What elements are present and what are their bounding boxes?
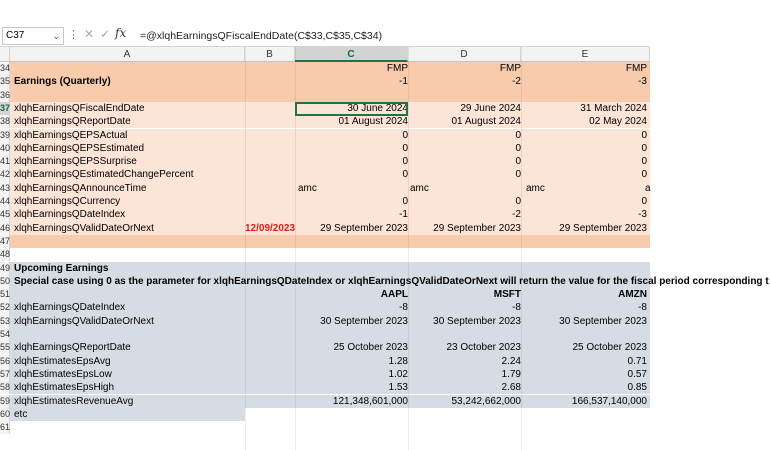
cell-d[interactable]: -2 (512, 76, 521, 88)
cell-b[interactable] (245, 102, 295, 115)
row-51 (0, 288, 650, 301)
cell-a[interactable]: xlqhEarningsQReportDate (14, 342, 131, 354)
cell-b[interactable] (245, 301, 295, 314)
gridline (521, 47, 522, 450)
cell-d[interactable]: FMP (499, 63, 521, 74)
row-header[interactable]: 57 (0, 368, 10, 381)
row-45 (0, 208, 650, 221)
row-header[interactable]: 41 (0, 155, 10, 168)
row-header[interactable]: 56 (0, 355, 10, 368)
cell-a[interactable]: xlqhEarningsQAnnounceTime (14, 182, 147, 194)
row-header[interactable]: 52 (0, 301, 10, 314)
row-header[interactable]: 39 (0, 129, 10, 142)
column-header-d[interactable]: D (408, 47, 521, 62)
cell-c[interactable]: 121,348,601,000 (332, 395, 408, 407)
cell-a[interactable]: xlqhEarningsQReportDate (14, 116, 131, 128)
row-35 (0, 75, 650, 88)
cell-b[interactable] (245, 341, 295, 354)
cell-e[interactable]: 30 September 2023 (559, 315, 647, 327)
cell-d[interactable] (409, 248, 521, 261)
cell-a[interactable]: xlqhEarningsQEPSEstimated (14, 142, 145, 154)
row-header[interactable]: 40 (0, 142, 10, 155)
cell-b[interactable]: 12/09/2023 (245, 222, 296, 234)
cell-d[interactable] (409, 235, 521, 248)
cell-e[interactable]: 25 October 2023 (572, 342, 647, 354)
row-59 (0, 395, 650, 408)
cell-c[interactable] (296, 235, 408, 248)
cell-e[interactable]: 0.57 (627, 368, 647, 380)
row-34 (0, 62, 650, 75)
cell-d[interactable]: 0 (515, 129, 521, 141)
cell-a[interactable]: Special case using 0 as the parameter for xlqhEarningsQDateIndex or xlqhEarningsQValidDateOrNext will return the value for the fiscal period corresponding t (14, 275, 769, 287)
row-header[interactable]: 38 (0, 115, 10, 128)
cell-d[interactable]: 30 September 2023 (433, 315, 521, 327)
cell-b[interactable] (245, 248, 295, 261)
row-header[interactable]: 51 (0, 288, 10, 301)
cell-e[interactable]: -8 (638, 302, 647, 314)
cell-c[interactable]: 0 (402, 196, 408, 207)
cell-b[interactable] (245, 315, 295, 328)
name-box-value: C37 (6, 30, 25, 41)
cell-b[interactable] (245, 235, 295, 248)
cell-b[interactable] (245, 129, 295, 142)
cell-b[interactable] (245, 155, 295, 168)
cell-e[interactable] (522, 328, 647, 341)
cell-a[interactable]: xlqhEarningsQCurrency (14, 196, 121, 207)
cell-e[interactable]: 0 (641, 142, 647, 154)
row-36 (0, 89, 650, 102)
cell-d[interactable] (409, 262, 521, 275)
cell-d[interactable] (409, 328, 521, 341)
cell-d[interactable]: 23 October 2023 (446, 342, 521, 354)
cell-b[interactable] (245, 288, 295, 301)
row-header[interactable]: 42 (0, 168, 10, 181)
cell-e[interactable]: 0 (641, 196, 647, 207)
cell-e[interactable]: 0 (641, 156, 647, 168)
cell-a[interactable]: xlqhEarningsQEPSSurprise (14, 156, 137, 168)
cell-d[interactable]: amc (526, 182, 545, 194)
cell-a[interactable]: xlqhEstimatesEpsAvg (14, 355, 111, 367)
column-header-c[interactable]: C (295, 47, 408, 62)
cell-c[interactable]: amc (410, 182, 429, 194)
row-50 (0, 275, 769, 288)
cell-c[interactable]: 0 (402, 156, 408, 168)
row-48 (0, 248, 650, 261)
row-55 (0, 341, 650, 354)
cell-b[interactable] (245, 89, 295, 102)
cell-a[interactable]: xlqhEarningsQDateIndex (14, 302, 126, 314)
cell-b[interactable] (245, 262, 295, 275)
row-header[interactable]: 35 (0, 75, 10, 88)
cell-c[interactable]: 25 October 2023 (333, 342, 408, 354)
cell-e[interactable]: 29 September 2023 (559, 222, 647, 234)
cell-b[interactable] (245, 381, 295, 394)
row-header[interactable]: 58 (0, 381, 10, 394)
cell-d[interactable]: 1.79 (501, 368, 521, 380)
row-header[interactable]: 55 (0, 341, 10, 354)
row-60 (0, 408, 650, 421)
row-40 (0, 142, 650, 155)
row-42 (0, 168, 650, 181)
row-header[interactable]: 54 (0, 328, 10, 341)
cell-b[interactable] (245, 368, 295, 381)
cell-c[interactable]: 01 August 2024 (338, 116, 408, 128)
row-header[interactable]: 44 (0, 195, 10, 208)
row-fill (10, 408, 245, 421)
cell-c[interactable]: 0 (402, 129, 408, 141)
cell-e[interactable]: -3 (638, 209, 647, 221)
row-39 (0, 129, 650, 142)
cell-e[interactable]: 0 (641, 169, 647, 181)
cell-d[interactable]: 0 (515, 142, 521, 154)
cell-e[interactable]: 0.85 (627, 382, 647, 394)
row-header[interactable]: 53 (0, 315, 10, 328)
cell-a[interactable]: xlqhEarningsQValidDateOrNext (14, 222, 154, 234)
cell-a[interactable]: xlqhEstimatesEpsLow (14, 368, 112, 380)
row-header[interactable]: 45 (0, 208, 10, 221)
cell-d[interactable]: 2.68 (501, 382, 521, 394)
cell-d[interactable]: 29 June 2024 (460, 102, 521, 114)
row-header[interactable]: 50 (0, 275, 10, 288)
cell-c[interactable] (296, 328, 408, 341)
cell-e[interactable] (522, 408, 647, 421)
active-cell-indicator (295, 102, 408, 116)
row-header[interactable]: 46 (0, 222, 10, 235)
cell-e[interactable] (522, 262, 647, 275)
select-all-corner[interactable] (0, 47, 10, 62)
row-47 (0, 235, 650, 248)
cancel-icon[interactable]: ✕ (84, 27, 95, 41)
cell-c[interactable]: -8 (399, 302, 408, 314)
cell-e[interactable]: -3 (638, 76, 647, 88)
cell-a[interactable]: xlqhEarningsQEstimatedChangePercent (14, 169, 194, 181)
column-header-a[interactable]: A (10, 47, 245, 62)
row-44 (0, 195, 650, 208)
cell-d[interactable]: 29 September 2023 (433, 222, 521, 234)
more-options-icon[interactable]: ⋮ (68, 29, 79, 41)
cell-e[interactable]: 31 March 2024 (580, 102, 647, 114)
row-header[interactable]: 49 (0, 262, 10, 275)
cell-c[interactable]: 1.28 (388, 355, 408, 367)
cell-b[interactable] (245, 355, 295, 368)
cell-c[interactable]: -1 (399, 209, 408, 221)
cell-d[interactable]: 0 (515, 169, 521, 181)
cell-d[interactable]: MSFT (493, 289, 521, 301)
cell-e[interactable] (522, 275, 647, 288)
cell-d[interactable]: 53,242,662,000 (451, 395, 521, 407)
cell-d[interactable] (409, 408, 521, 421)
cell-e[interactable]: 166,537,140,000 (571, 395, 647, 407)
row-46 (0, 222, 650, 235)
cell-b[interactable] (245, 328, 295, 341)
cell-c[interactable] (296, 262, 408, 275)
cell-c[interactable]: -1 (399, 76, 408, 88)
cell-c[interactable]: 0 (402, 169, 408, 181)
cell-a[interactable]: xlqhEstimatesRevenueAvg (14, 395, 134, 407)
gridline (245, 47, 246, 450)
cell-b[interactable] (245, 168, 295, 181)
cell-a[interactable]: xlqhEarningsQEPSActual (14, 129, 128, 141)
row-54 (0, 328, 650, 341)
cell-b[interactable] (245, 208, 295, 221)
cell-b[interactable] (245, 275, 295, 288)
column-header-e[interactable]: E (521, 47, 650, 62)
cell-e[interactable] (522, 235, 647, 248)
cell-d[interactable]: -8 (512, 302, 521, 314)
cell-c[interactable]: 30 September 2023 (320, 315, 408, 327)
cell-c[interactable]: 0 (402, 142, 408, 154)
row-56 (0, 355, 650, 368)
row-header[interactable]: 37 (0, 102, 10, 115)
cell-b[interactable]: amc (298, 182, 317, 194)
insert-function-icon[interactable]: fx (115, 26, 127, 40)
cell-d[interactable] (409, 421, 521, 434)
cell-c[interactable] (296, 89, 408, 102)
cell-c[interactable] (296, 408, 408, 421)
cell-d[interactable]: 0 (515, 196, 521, 207)
cell-e[interactable] (522, 421, 647, 434)
cell-a[interactable]: etc (14, 408, 28, 420)
row-header[interactable]: 59 (0, 395, 10, 408)
cell-b[interactable] (245, 408, 295, 421)
row-61 (0, 421, 650, 434)
cell-c[interactable] (296, 275, 408, 288)
cell-e[interactable]: AMZN (618, 289, 647, 301)
cell-e[interactable]: 02 May 2024 (589, 116, 647, 128)
cell-e[interactable]: 0.71 (627, 355, 647, 367)
cell-b[interactable] (245, 421, 295, 434)
cell-a[interactable]: Earnings (Quarterly) (14, 76, 111, 88)
cell-c[interactable]: 1.53 (388, 382, 408, 394)
row-53 (0, 315, 650, 328)
cell-a[interactable]: xlqhEarningsQFiscalEndDate (14, 102, 145, 114)
cell-e[interactable] (522, 89, 647, 102)
cell-d[interactable] (409, 89, 521, 102)
cell-e[interactable]: 0 (641, 129, 647, 141)
cell-d[interactable] (409, 275, 521, 288)
cell-c[interactable] (296, 421, 408, 434)
formula-bar (0, 0, 650, 46)
cell-a[interactable]: Upcoming Earnings (14, 262, 109, 274)
cell-d[interactable]: 0 (515, 156, 521, 168)
cell-b[interactable] (245, 62, 295, 75)
spreadsheet-grid[interactable] (0, 47, 769, 450)
cell-d[interactable]: 2.24 (501, 355, 521, 367)
cell-c[interactable]: FMP (386, 63, 408, 74)
cell-c[interactable]: AAPL (380, 289, 408, 301)
row-header[interactable]: 47 (0, 235, 10, 248)
row-header[interactable]: 36 (0, 89, 10, 102)
gridline (408, 47, 409, 450)
column-header-b[interactable]: B (245, 47, 295, 62)
row-header[interactable]: 43 (0, 182, 10, 195)
row-header[interactable]: 61 (0, 421, 10, 434)
cell-b[interactable] (245, 115, 295, 128)
cell-a[interactable]: xlqhEarningsQDateIndex (14, 209, 126, 221)
cell-e[interactable] (522, 248, 647, 261)
cell-c[interactable] (296, 248, 408, 261)
row-52 (0, 301, 650, 314)
row-49 (0, 262, 650, 275)
formula-input[interactable]: =@xlqhEarningsQFiscalEndDate(C$33,C$35,C$34) (140, 30, 383, 42)
cell-a[interactable]: xlqhEarningsQValidDateOrNext (14, 315, 154, 327)
row-58 (0, 381, 650, 394)
cell-a[interactable]: xlqhEstimatesEpsHigh (14, 382, 115, 394)
cell-d[interactable]: 01 August 2024 (451, 116, 521, 128)
row-57 (0, 368, 650, 381)
cell-c[interactable]: 30 June 2024 (347, 102, 408, 114)
chevron-down-icon[interactable]: ⌄ (52, 31, 60, 41)
cell-c[interactable]: 29 September 2023 (320, 222, 408, 234)
row-43 (0, 182, 650, 195)
cell-b[interactable] (245, 75, 295, 88)
cell-e[interactable]: FMP (625, 63, 647, 74)
name-box[interactable] (2, 27, 64, 45)
row-header[interactable]: 60 (0, 408, 10, 421)
row-38 (0, 115, 650, 128)
row-header[interactable]: 34 (0, 62, 10, 75)
cell-b[interactable] (245, 195, 295, 208)
cell-c[interactable]: 1.02 (388, 368, 408, 380)
row-header[interactable]: 48 (0, 248, 10, 261)
cell-b[interactable] (245, 395, 295, 408)
cell-b[interactable] (245, 142, 295, 155)
cell-d[interactable]: -2 (512, 209, 521, 221)
row-41 (0, 155, 650, 168)
enter-check-icon[interactable]: ✓ (100, 27, 111, 41)
cell-e[interactable]: a (645, 182, 651, 194)
